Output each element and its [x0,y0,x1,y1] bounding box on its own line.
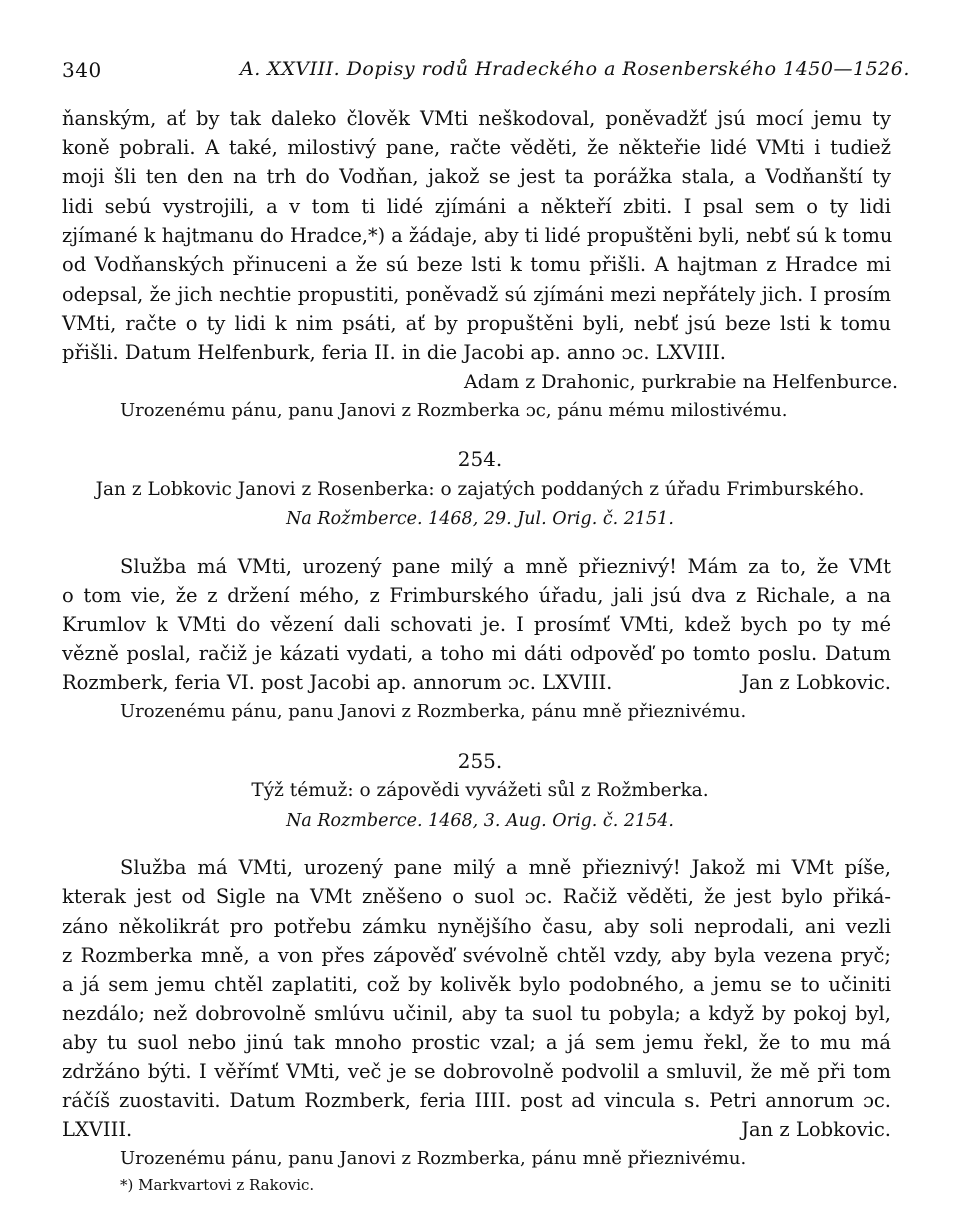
text-line: moji šli ten den na trh do Vodňan, jakož se jest ta porážka stala, a Vodňanští ty [62,165,891,188]
letter-number: 254. [457,447,503,471]
text-line: od Vodňanských přinuceni a že sú beze lsti k tomu přišli. A hajtman z Hradce mi [62,253,891,276]
address-line: Urozenému pánu, panu Janovi z Rozmberka, pánu mně přieznivému. [120,701,747,722]
text-line: a já sem jemu chtěl zaplatiti, což by kolivěk bylo podobného, a jemu se to učiniti [62,973,891,996]
signature: Jan z Lobkovic. [741,671,891,694]
text-line: ráčíš zuostaviti. Datum Rozmberk, feria IIII. post ad vincula s. Petri annorum ɔc. [62,1089,891,1112]
letter-heading: Týž témuž: o zápovědi vyvážeti sůl z Rožmberka. [251,780,709,801]
text-line: vězně poslal, račiž je kázati vydati, a toho mi dáti odpověď po tomto poslu. Datum [62,642,891,665]
text-line: aby tu suol nebo jinú tak mnoho prostic vzal; a já sem jemu řekl, že to mu má [62,1031,891,1054]
text-line: přišli. Datum Helfenburk, feria II. in die Jacobi ap. anno ɔc. LXVIII. [62,341,726,364]
letter-number: 255. [457,749,503,773]
signature: Adam z Drahonic, purkrabie na Helfenburce. [463,371,898,393]
address-line: Urozenému pánu, panu Janovi z Rozmberka ɔc, pánu mému milostivému. [120,400,788,421]
text-line: ňanským, ať by tak daleko člověk VMti neškodoval, poněvadžť jsú mocí jemu ty [62,107,891,130]
text-line: koně pobrali. A také, milostivý pane, račte věděti, že někteřie lidé VMti i tudiež [62,136,891,159]
text-line: LXVIII. [62,1118,133,1141]
text-line: Rozmberk, feria VI. post Jacobi ap. annorum ɔc. LXVIII. [62,671,613,694]
page-header [62,58,910,86]
page-number: 340 [62,58,102,82]
letter-heading: Jan z Lobkovic Janovi z Rosenberka: o zajatých poddaných z úřadu Frimburského. [95,479,865,500]
text-line: kterak jest od Sigle na VMt zněšeno o suol ɔc. Račiž věděti, že jest bylo přiká- [62,885,891,908]
running-title: A. XXVIII. Dopisy rodů Hradeckého a Rosenberského 1450—1526. [240,58,910,80]
text-line: odepsal, že jich nechtie propustiti, poněvadž sú zjímáni mezi nepřátely jich. I prosím [62,283,891,306]
text-line: nezdálo; než dobrovolně smlúvu učinil, aby ta suol tu pobyla; a když by pokoj byl, [62,1002,891,1025]
text-line: Krumlov k VMti do vězení dali schovati je. I prosímť VMti, kdež bych po ty mé [62,613,891,636]
text-line: Služba má VMti, urozený pane milý a mně přieznivý! Jakož mi VMt píše, [120,856,891,879]
text-line: lidi sebú vystrojili, a v tom ti lidé zjímáni a někteří zbiti. I psal sem o ty lidi [62,195,891,218]
letter-source: Na Rozmberce. 1468, 3. Aug. Orig. č. 2154. [286,811,674,831]
text-line: o tom vie, že z držení mého, z Frimburského úřadu, jali jsú dva z Richale, a na [62,584,891,607]
text-line: zjímané k hajtmanu do Hradce,*) a žádaje, aby ti lidé propuštěni byli, nebť sú k tomu [62,224,893,247]
footnote: *) Markvartovi z Rakovic. [120,1176,315,1194]
text-line: VMti, račte o ty lidi k nim psáti, ať by propuštěni byli, nebť jsú beze lsti k tomu [62,312,891,335]
text-line: zdržáno býti. I věřímť VMti, več je se dobrovolně podvolil a smluvil, že mě při tom [62,1060,891,1083]
text-line: z Rozmberka mně, a von přes zápověď svévolně chtěl vzdy, aby byla vezena pryč; [62,944,891,967]
address-line: Urozenému pánu, panu Janovi z Rozmberka, pánu mně přieznivému. [120,1148,747,1169]
letter-source: Na Rožmberce. 1468, 29. Jul. Orig. č. 2151. [286,509,674,529]
text-line: Služba má VMti, urozený pane milý a mně přieznivý! Mám za to, že VMt [120,555,891,578]
text-line: záno několikrát pro potřebu zámku nynějšího času, aby soli neprodali, ani vezli [62,915,891,938]
signature: Jan z Lobkovic. [741,1118,891,1141]
